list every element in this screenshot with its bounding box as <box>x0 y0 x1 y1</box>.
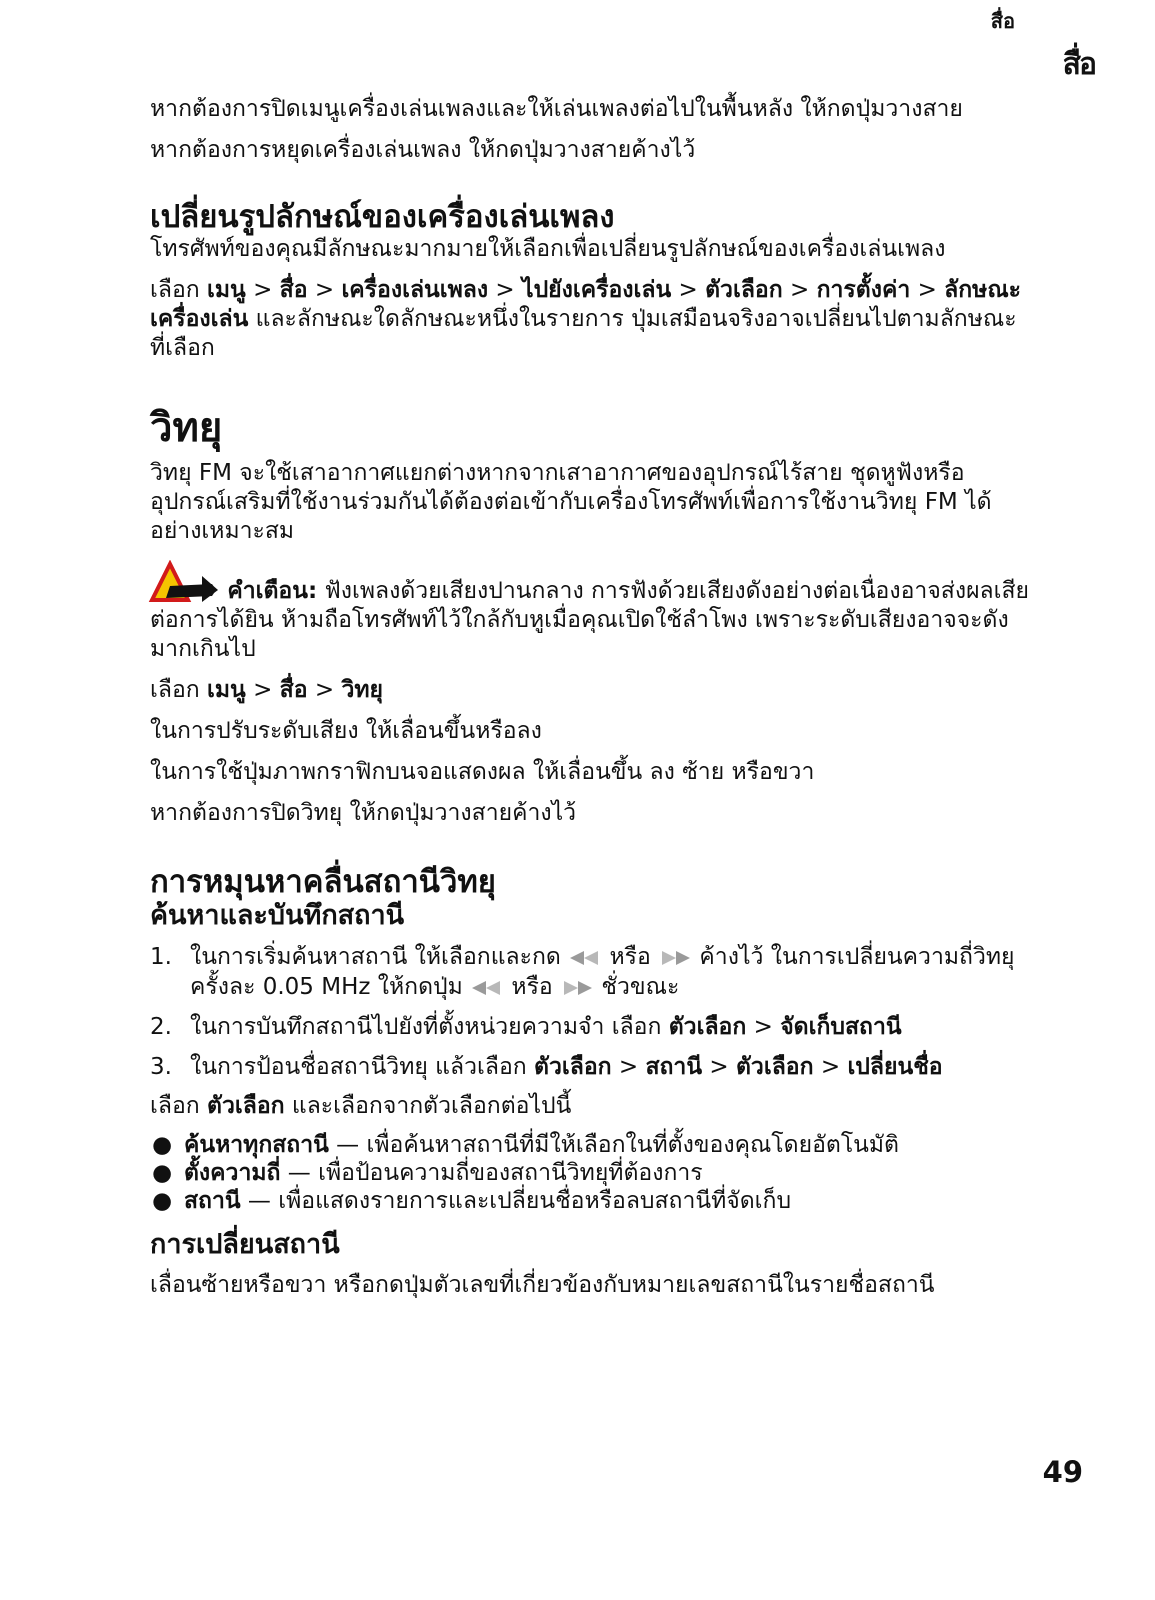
path-separator: > <box>789 277 810 303</box>
path-separator: > <box>314 677 335 703</box>
path-options: ตัวเลือก <box>705 277 783 303</box>
list-item <box>150 1131 1030 1159</box>
select-word: เลือก <box>150 277 200 303</box>
heading-change-skin: เปลี่ยนรูปลักษณ์ของเครื่องเล่นเพลง <box>150 199 615 235</box>
path-separator: > <box>678 277 698 303</box>
or-word: หรือ <box>609 944 651 970</box>
option-desc: — เพื่อแสดงรายการและเปลี่ยนชื่อหรือลบสถานีที่จัดเก็บ <box>240 1188 792 1214</box>
paragraph-select-options <box>150 1092 1030 1121</box>
step-number: 1. <box>150 944 172 970</box>
path-options: ตัวเลือก <box>735 1054 814 1080</box>
path-radio: วิทยุ <box>341 677 383 703</box>
step3-text: ในการป้อนชื่อสถานีวิทยุ แล้วเลือก <box>190 1054 527 1080</box>
option-term: ค้นหาทุกสถานี <box>184 1132 329 1158</box>
path-save-station: จัดเก็บสถานี <box>780 1014 902 1040</box>
path-player-theme: ลักษณะเครื่องเล่น <box>150 277 1022 332</box>
paragraph-close-radio: หากต้องการปิดวิทยุ ให้กดปุ่มวางสายค้างไว้ <box>150 800 577 826</box>
paragraph-close-menu: หากต้องการปิดเมนูเครื่องเล่นเพลงและให้เล่นเพลงต่อไปในพื้นหลัง ให้กดปุ่มวางสาย <box>150 96 963 122</box>
step1-text-b: ค้างไว้ ในการเปลี่ยนความถี่วิทยุครั้งละ 0.05 MHz ให้กดปุ่ม <box>190 944 1015 1000</box>
section-tab: สื่อ <box>1062 47 1095 82</box>
step1-text-a: ในการเริ่มค้นหาสถานี ให้เลือกและกด <box>190 944 561 970</box>
step-number: 3. <box>150 1054 172 1080</box>
option-term: ตั้งความถี่ <box>184 1160 281 1186</box>
path-separator: > <box>314 277 335 303</box>
seek-forward-icon <box>560 974 594 990</box>
path-separator: > <box>753 1014 773 1040</box>
select-word: เลือก <box>150 677 200 703</box>
heading-tuning: การหมุนหาคลื่นสถานีวิทยุ <box>150 864 496 900</box>
list-item <box>150 1187 1030 1215</box>
paragraph-volume: ในการปรับระดับเสียง ให้เลื่อนขึ้นหรือลง <box>150 718 542 744</box>
path-separator: > <box>618 1054 639 1080</box>
paragraph-radio-path <box>150 676 1030 705</box>
path-menu: เมนู <box>207 677 246 703</box>
paragraph-graphic-keys: ในการใช้ปุ่มภาพกราฟิกบนจอแสดงผล ให้เลื่อนขึ้น ลง ซ้าย หรือขวา <box>150 759 815 785</box>
seek-back-icon <box>470 974 504 990</box>
page-content <box>150 95 1030 1300</box>
list-item <box>150 1052 1030 1082</box>
bullet-icon: ● <box>152 1132 173 1158</box>
path-separator: > <box>709 1054 729 1080</box>
subheading-search-save: ค้นหาและบันทึกสถานี <box>150 900 405 931</box>
path-separator: > <box>253 277 273 303</box>
paragraph-skin-intro: โทรศัพท์ของคุณมีลักษณะมากมายให้เลือกเพื่อเปลี่ยนรูปลักษณ์ของเครื่องเล่นเพลง <box>150 236 946 262</box>
path-options: ตัวเลือก <box>534 1054 612 1080</box>
path-media: สื่อ <box>279 277 308 303</box>
step1-text-c: ชั่วขณะ <box>601 974 680 1000</box>
select-word: เลือก <box>150 1093 200 1119</box>
path-separator: > <box>253 677 273 703</box>
option-desc: — เพื่อป้อนความถี่ของสถานีวิทยุที่ต้องการ <box>280 1160 703 1186</box>
warning-label: คำเตือน: <box>227 578 318 604</box>
path-player: เครื่องเล่นเพลง <box>341 277 489 303</box>
path-options: ตัวเลือก <box>668 1014 747 1040</box>
or-word: หรือ <box>511 974 553 1000</box>
heading-radio: วิทยุ <box>150 405 223 451</box>
list-item <box>150 942 1030 1002</box>
path-goto-player: ไปยังเครื่องเล่น <box>522 277 672 303</box>
path-rename: เปลี่ยนชื่อ <box>847 1054 943 1080</box>
path-separator: > <box>495 277 515 303</box>
bullet-icon: ● <box>152 1188 173 1214</box>
path-station: สถานี <box>645 1054 703 1080</box>
seek-forward-icon <box>658 944 692 960</box>
path-options: ตัวเลือก <box>207 1093 285 1119</box>
warning-block <box>150 560 1030 664</box>
warning-text: ฟังเพลงด้วยเสียงปานกลาง การฟังด้วยเสียงดังอย่างต่อเนื่องอาจส่งผลเสียต่อการได้ยิน ห้ามถือโทรศัพท์ไว้ใกล้กับหูเมื่อคุณเปิดใช้ลำโพง เพราะระดับเสียงอาจจะดังมากเกินไป <box>150 578 1030 662</box>
step2-text: ในการบันทึกสถานีไปยังที่ตั้งหน่วยความจำ เลือก <box>190 1014 662 1040</box>
step-number: 2. <box>150 1014 172 1040</box>
option-desc: — เพื่อค้นหาสถานีที่มีให้เลือกในที่ตั้งของคุณโดยอัตโนมัติ <box>328 1132 899 1158</box>
list-item <box>150 1012 1030 1042</box>
skin-path-tail: และลักษณะใดลักษณะหนึ่งในรายการ ปุ่มเสมือนจริงอาจเปลี่ยนไปตามลักษณะที่เลือก <box>150 306 1017 361</box>
heading-change-station: การเปลี่ยนสถานี <box>150 1229 340 1260</box>
path-menu: เมนู <box>207 277 246 303</box>
warning-icon <box>148 560 220 604</box>
path-media: สื่อ <box>279 677 308 703</box>
bullet-icon: ● <box>152 1160 173 1186</box>
seek-back-icon <box>568 944 602 960</box>
option-term: สถานี <box>184 1188 241 1214</box>
select-tail: และเลือกจากตัวเลือกต่อไปนี้ <box>291 1093 572 1119</box>
options-list <box>150 1131 1030 1215</box>
tuning-steps <box>150 942 1030 1082</box>
path-separator: > <box>820 1054 841 1080</box>
paragraph-change-station: เลื่อนซ้ายหรือขวา หรือกดปุ่มตัวเลขที่เกี่ยวข้องกับหมายเลขสถานีในรายชื่อสถานี <box>150 1272 935 1298</box>
path-settings: การตั้งค่า <box>816 277 911 303</box>
path-separator: > <box>917 277 937 303</box>
running-header: สื่อ <box>990 9 1015 33</box>
paragraph-radio-intro: วิทยุ FM จะใช้เสาอากาศแยกต่างหากจากเสาอากาศของอุปกรณ์ไร้สาย ชุดหูฟังหรืออุปกรณ์เสริมที่ใช้งานร่วมกันได้ต้องต่อเข้ากับเครื่องโทรศัพท์เพื่อการใช้งานวิทยุ FM ได้อย่างเหมาะสม <box>150 460 992 544</box>
list-item <box>150 1159 1030 1187</box>
paragraph-stop-player: หากต้องการหยุดเครื่องเล่นเพลง ให้กดปุ่มวางสายค้างไว้ <box>150 137 696 163</box>
paragraph-skin-path <box>150 276 1030 363</box>
page-number: 49 <box>1042 1455 1083 1489</box>
